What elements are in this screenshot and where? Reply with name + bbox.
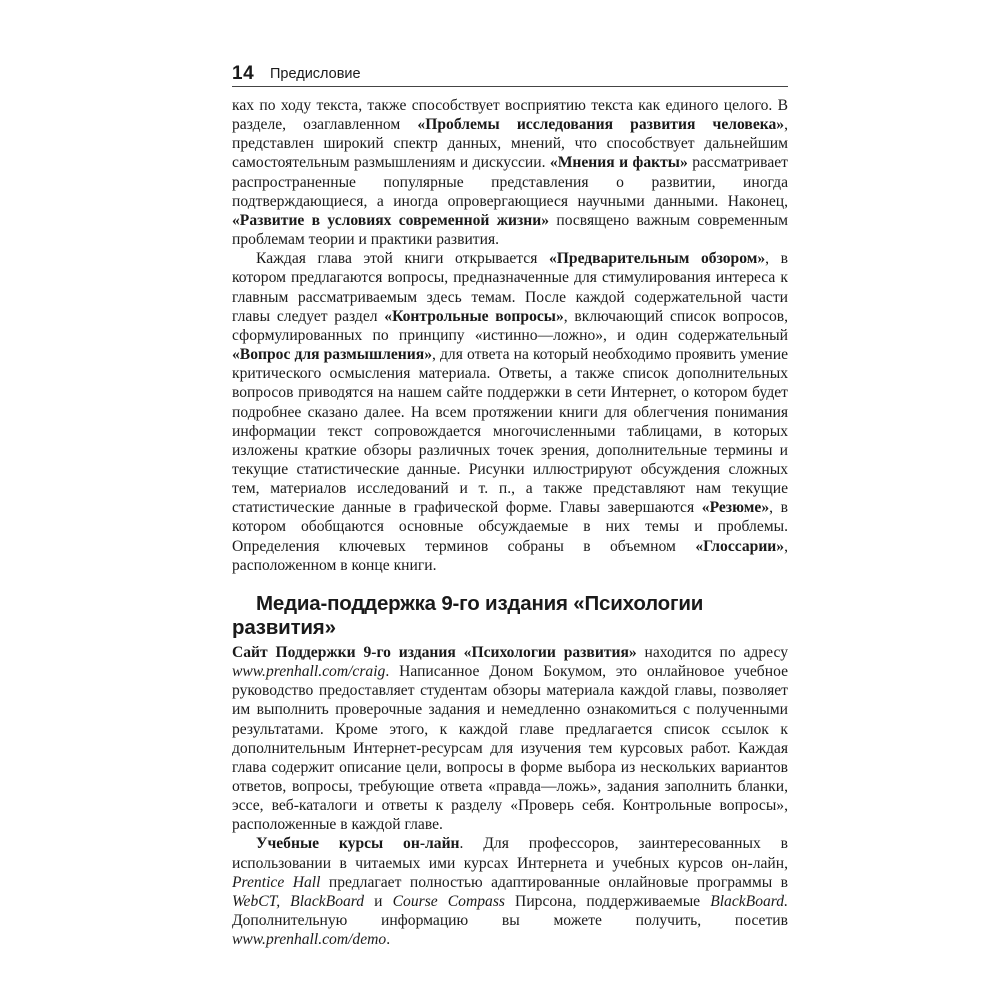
paragraph-2 [232, 249, 788, 575]
term-issues: «Проблемы исследования развития человека» [417, 116, 785, 134]
text-run: , представлен широкий спектр данных, мнений, что способствует дальнейшим самостоятельным размышлениям и дискуссии. [232, 116, 788, 172]
text-run: и [364, 892, 393, 910]
platform-blackboard: BlackBoard. [710, 892, 788, 910]
running-header [232, 62, 788, 87]
text-run: находится по адресу [636, 643, 788, 661]
text-run: , включающий список вопросов, сформулированных по принципу «истинно—ложно», и один содержательный [232, 307, 789, 344]
text-run: Дополнительную информацию вы можете получить, посетив [232, 912, 788, 930]
platform-names: WebCT, BlackBoard [232, 892, 365, 910]
text-run: . Для профессоров, заинтересованных в использовании в читаемых ими курсах Интернета и учебных курсов он-лайн, [232, 835, 788, 872]
text-run: , для ответа на который необходимо проявить умение критического осмысления материала. Ответы, а также список дополнительных вопросов приводятся на нашем сайте поддержки в сети Интернет, о котором будет подробнее сказано далее. На всем протяжении книги для облегчения понимания информации текст сопровождается многочисленными таблицами, в которых изложены краткие обзоры различных точек зрения, дополнительные термины и текущие статистические данные. Рисунки иллюстрируют обсуждения сложных тем, материалов исследований и т. п., а также представляют нам текущие статистические данные в графической форме. Главы завершаются [232, 346, 789, 517]
running-title: Предисловие [270, 66, 361, 82]
paragraph-4 [232, 834, 788, 949]
text-run: ках по ходу текста, также способствует восприятию текста как единого целого. В разделе, озаглавленном [232, 97, 788, 134]
term-opinions-facts: «Мнения и факты» [549, 154, 688, 172]
body-text [232, 96, 788, 949]
text-run: . [386, 931, 391, 949]
text-run: посвящено важным современным проблемам теории и практики развития. [232, 211, 788, 249]
page-number: 14 [232, 63, 255, 84]
term-support-site: Сайт Поддержки 9-го издания «Психологии развития» [232, 643, 637, 661]
term-reflection-question: «Вопрос для размышления» [232, 346, 432, 364]
paragraph-3 [232, 643, 788, 835]
paragraph-1 [232, 96, 788, 249]
section-heading: Медиа-поддержка 9-го издания «Психологии развития» [232, 591, 704, 639]
text-run: рассматривает распространенные популярные представления о развитии, иногда подтверждающиеся, а иногда опровергающиеся научными данными. Наконец, [232, 154, 788, 210]
term-review-questions: «Контрольные вопросы» [384, 307, 564, 325]
publisher-name: Prentice Hall [232, 873, 321, 891]
url-demo: www.prenhall.com/demo [232, 931, 387, 949]
term-glossary: «Глоссарии» [695, 537, 785, 555]
text-run: . Написанное Доном Бокумом, это онлайновое учебное руководство предоставляет студентам обзоры материала каждой главы, позволяет им выполнить проверочные задания и немедленно ознакомиться с полученными результатами. Кроме этого, к каждой главе предлагается список ссылок к дополнительным Интернет-ресурсам для изучения тем курсовых работ. Каждая глава содержит описание цели, вопросы в форме выбора из нескольких вариантов ответов, вопросы, требующие ответа «правда—ложь», задания заполнить бланки, эссе, веб-каталоги и ответы к разделу «Проверь себя. Контрольные вопросы», расположенные в каждой главе. [232, 663, 788, 834]
text-run: , в котором обобщаются основные обсуждаемые в них темы и проблемы. Определения ключевых терминов собраны в объемном [232, 499, 788, 555]
text-run: Пирсона, поддерживаемые [504, 892, 711, 910]
term-preview: «Предварительным обзором» [548, 250, 766, 268]
text-run: , расположенном в конце книги. [232, 537, 788, 574]
url-craig: www.prenhall.com/craig [232, 663, 386, 681]
text-run: , в котором предлагаются вопросы, предназначенные для стимулирования интереса к главным рассматриваемым здесь темам. После каждой содержательной части главы следует раздел [232, 250, 788, 325]
text-run: Каждая глава этой книги открывается [256, 250, 549, 268]
term-modern-life: «Развитие в условиях современной жизни» [232, 211, 550, 229]
term-summary: «Резюме» [701, 499, 770, 517]
term-online-courses: Учебные курсы он-лайн [256, 835, 460, 853]
platform-course-compass: Course Compass [392, 892, 505, 910]
text-run: предлагает полностью адаптированные онлайновые программы в [320, 873, 788, 891]
